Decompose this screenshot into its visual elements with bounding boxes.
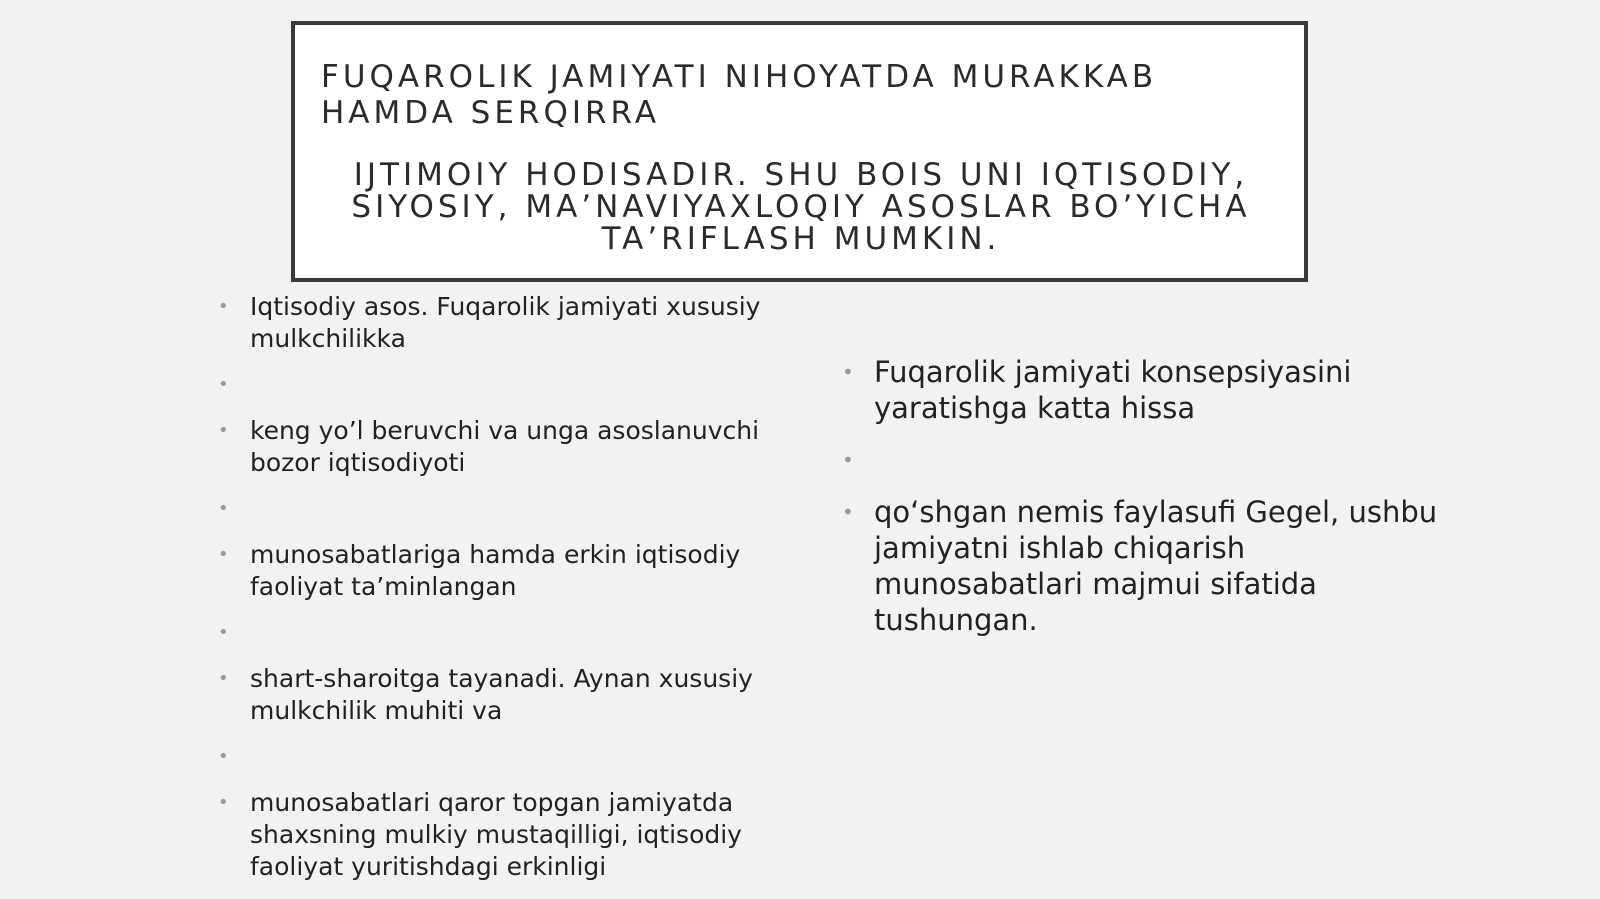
- list-item-text: munosabatlari qaror topgan jamiyatda shaxsning mulkiy mustaqilligi, iqtisodiy faoliyat yuritishdagi erkinligi: [250, 788, 742, 881]
- right-bullet-list: [842, 354, 1442, 638]
- list-item-empty: [218, 493, 778, 525]
- list-item: [218, 787, 778, 883]
- bullet-icon: •: [842, 448, 854, 472]
- bullet-icon: •: [218, 668, 229, 689]
- list-item: [842, 494, 1442, 638]
- list-item-text: Fuqarolik jamiyati konsepsiyasini yaratishga katta hissa: [874, 355, 1352, 425]
- bullet-icon: •: [218, 544, 229, 565]
- bullet-icon: •: [842, 360, 854, 384]
- list-item: [218, 539, 778, 603]
- bullet-icon: •: [218, 498, 229, 519]
- bullet-icon: •: [218, 420, 229, 441]
- bullet-icon: •: [218, 746, 229, 767]
- list-item: [218, 291, 778, 355]
- left-bullet-list: [218, 291, 778, 883]
- list-item: [842, 354, 1442, 426]
- bullet-icon: •: [218, 622, 229, 643]
- list-item-empty: [218, 369, 778, 401]
- list-item-text: keng yo’l beruvchi va unga asoslanuvchi bozor iqtisodiyoti: [250, 416, 760, 477]
- slide-title-line-1: FUQAROLIK JAMIYATI NIHOYATDA MURAKKAB HAMDA SERQIRRA: [321, 59, 1158, 131]
- bullet-icon: •: [218, 792, 229, 813]
- list-item-text: munosabatlariga hamda erkin iqtisodiy faoliyat ta’minlangan: [250, 540, 741, 601]
- list-item-empty: [218, 617, 778, 649]
- title-box: [291, 21, 1308, 282]
- list-item: [218, 663, 778, 727]
- list-item: [218, 415, 778, 479]
- list-item-empty: [218, 741, 778, 773]
- slide-title-line-2: IJTIMOIY HODISADIR. SHU BOIS UNI IQTISODIY, SIYOSIY, MA’NAVIYAXLOQIY ASOSLAR BO’YICHA TA’RIFLASH MUMKIN.: [351, 157, 1251, 257]
- list-item-text: qo‘shgan nemis faylasufi Gegel, ushbu jamiyatni ishlab chiqarish munosabatlari majmui sifatida tushungan.: [874, 495, 1438, 637]
- list-item-text: shart-sharoitga tayanadi. Aynan xususiy mulkchilik muhiti va: [250, 664, 753, 725]
- bullet-icon: •: [218, 296, 229, 317]
- list-item-text: Iqtisodiy asos. Fuqarolik jamiyati xususiy mulkchilikka: [250, 292, 761, 353]
- list-item-empty: [842, 442, 1442, 478]
- bullet-icon: •: [218, 374, 229, 395]
- bullet-icon: •: [842, 500, 854, 524]
